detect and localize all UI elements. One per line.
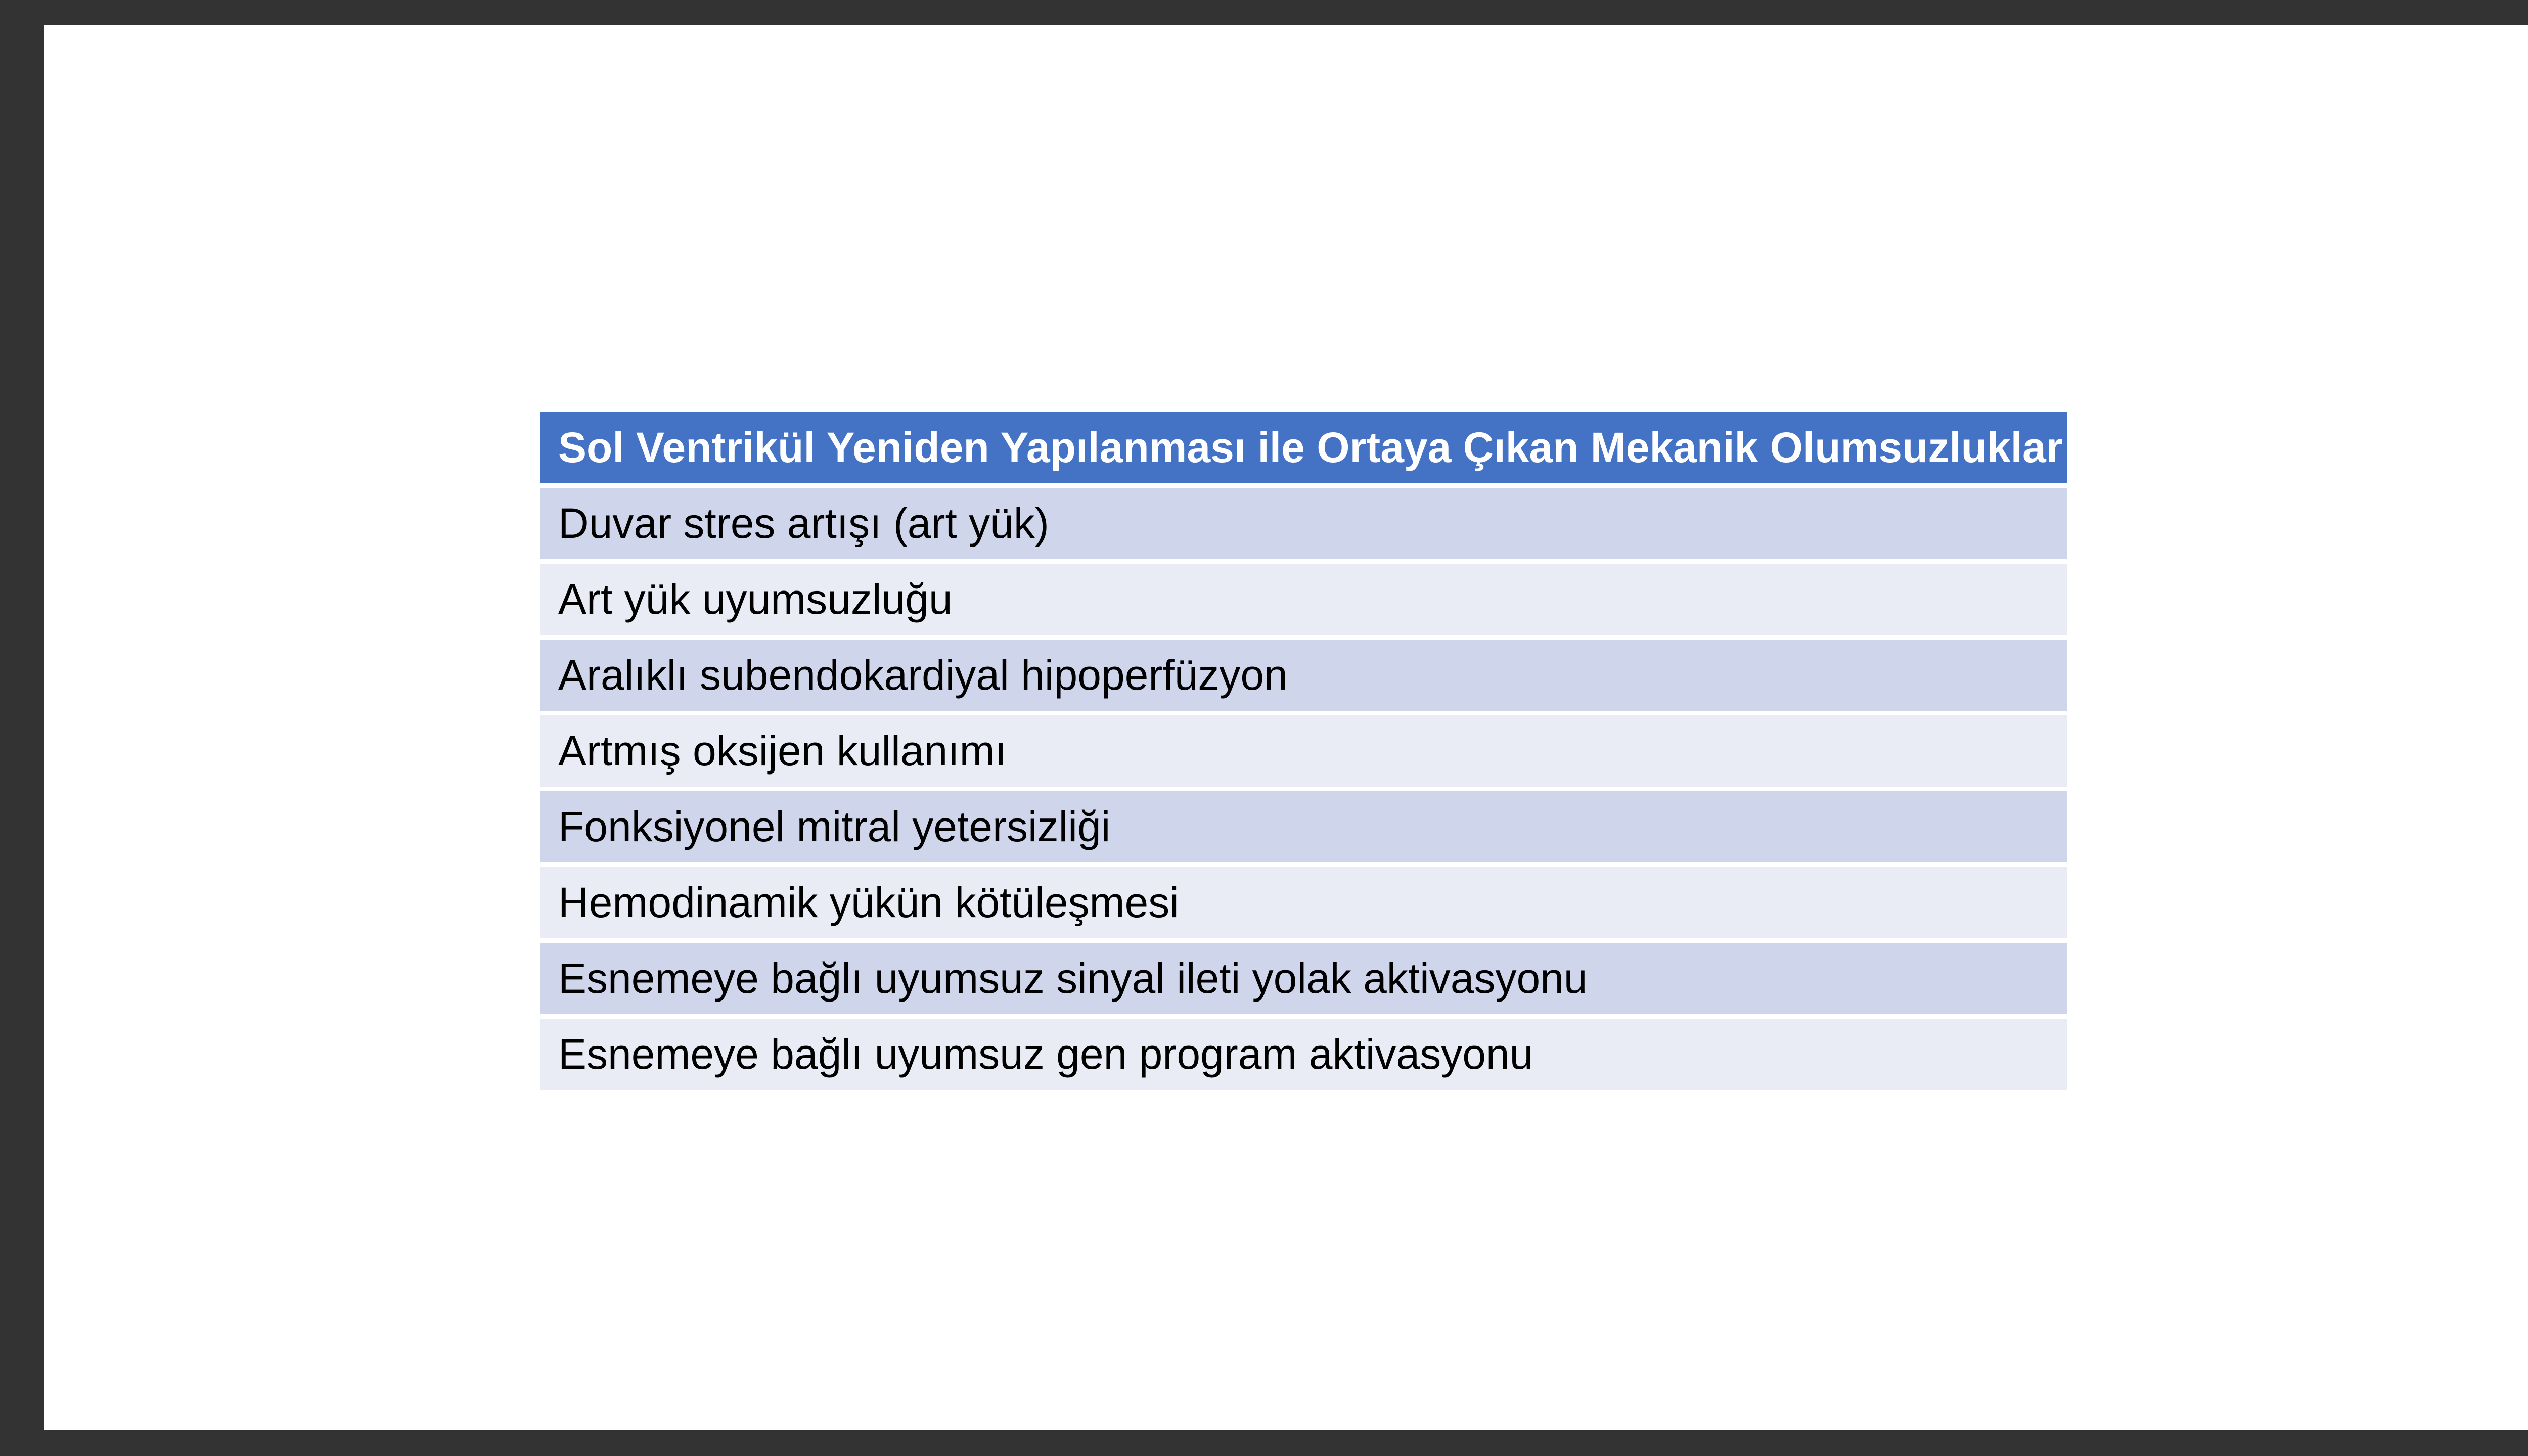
table-row: Hemodinamik yükün kötüleşmesi [540, 867, 2067, 938]
slide [44, 25, 2528, 1430]
table-row: Esnemeye bağlı uyumsuz sinyal ileti yolak aktivasyonu [540, 943, 2067, 1014]
table-row: Artmış oksijen kullanımı [540, 715, 2067, 787]
table-row: Duvar stres artışı (art yük) [540, 488, 2067, 559]
mechanical-disadvantages-table [540, 412, 2067, 1090]
table-row: Fonksiyonel mitral yetersizliği [540, 791, 2067, 862]
table-row: Aralıklı subendokardiyal hipoperfüzyon [540, 640, 2067, 711]
table-row: Art yük uyumsuzluğu [540, 564, 2067, 635]
table-header: Sol Ventrikül Yeniden Yapılanması ile Ortaya Çıkan Mekanik Olumsuzluklar [540, 412, 2067, 483]
table-row: Esnemeye bağlı uyumsuz gen program aktivasyonu [540, 1019, 2067, 1090]
